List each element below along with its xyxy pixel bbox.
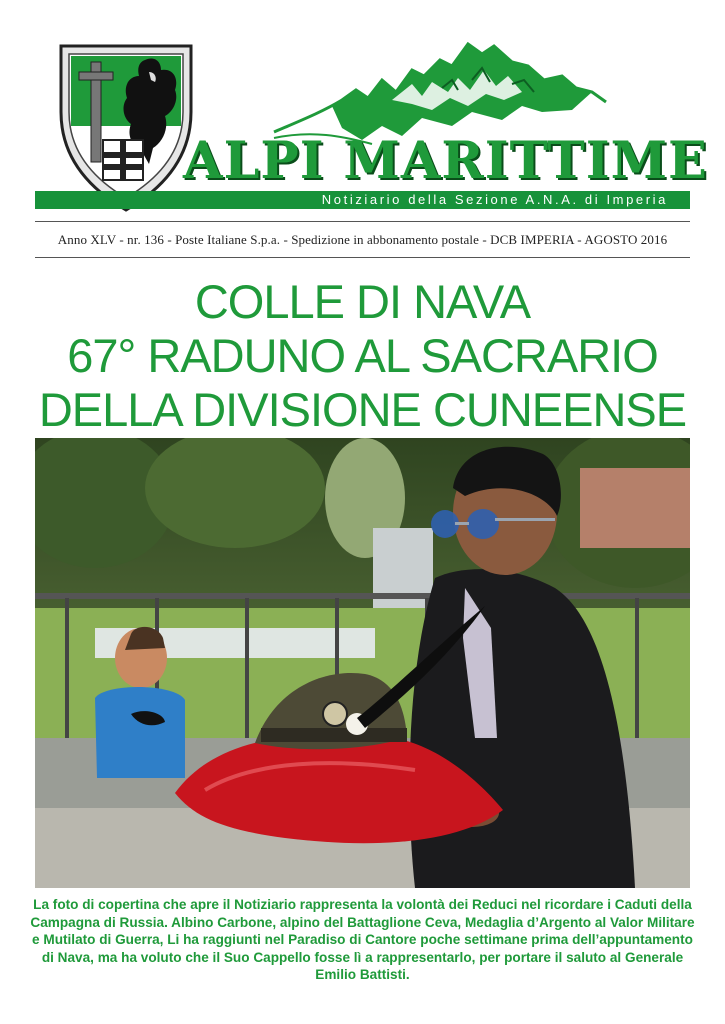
masthead-subtitle: Notiziario della Sezione A.N.A. di Imperia [321,192,668,207]
divider-top [35,221,690,222]
divider-bottom [35,257,690,258]
cover-headline [20,275,705,437]
masthead-band [35,191,690,209]
ana-imperia-crest-icon [57,42,195,214]
cover-photo [35,438,690,888]
headline-line-1: COLLE DI NAVA [194,275,531,328]
headline-line-2: 67° RADUNO AL SACRARIO [67,329,658,382]
cover-caption: La foto di copertina che apre il Notiziario rappresenta la volontà dei Reduci nel ricordare i Caduti della Campagna di Russia. Albino Carbone, alpino del Battaglione Ceva, Medaglia d’Argento al Valor Militare e Mutilato di Guerra, Li ha raggiunti nel Paradiso di Cantore poche settimane prima dell’appuntamento di Nava, ma ha voluto che il Suo Cappello fosse lì a rappresentarlo, per portare il saluto al Generale Emilio Battisti. [30,897,695,982]
issue-info-line: Anno XLV - nr. 136 - Poste Italiane S.p.a. - Spedizione in abbonamento postale - DCB IMPERIA - AGOSTO 2016 [57,232,668,247]
masthead-title: ALPI MARITTIME [183,131,708,191]
headline-line-3: DELLA DIVISIONE CUNEENSE [38,383,687,436]
